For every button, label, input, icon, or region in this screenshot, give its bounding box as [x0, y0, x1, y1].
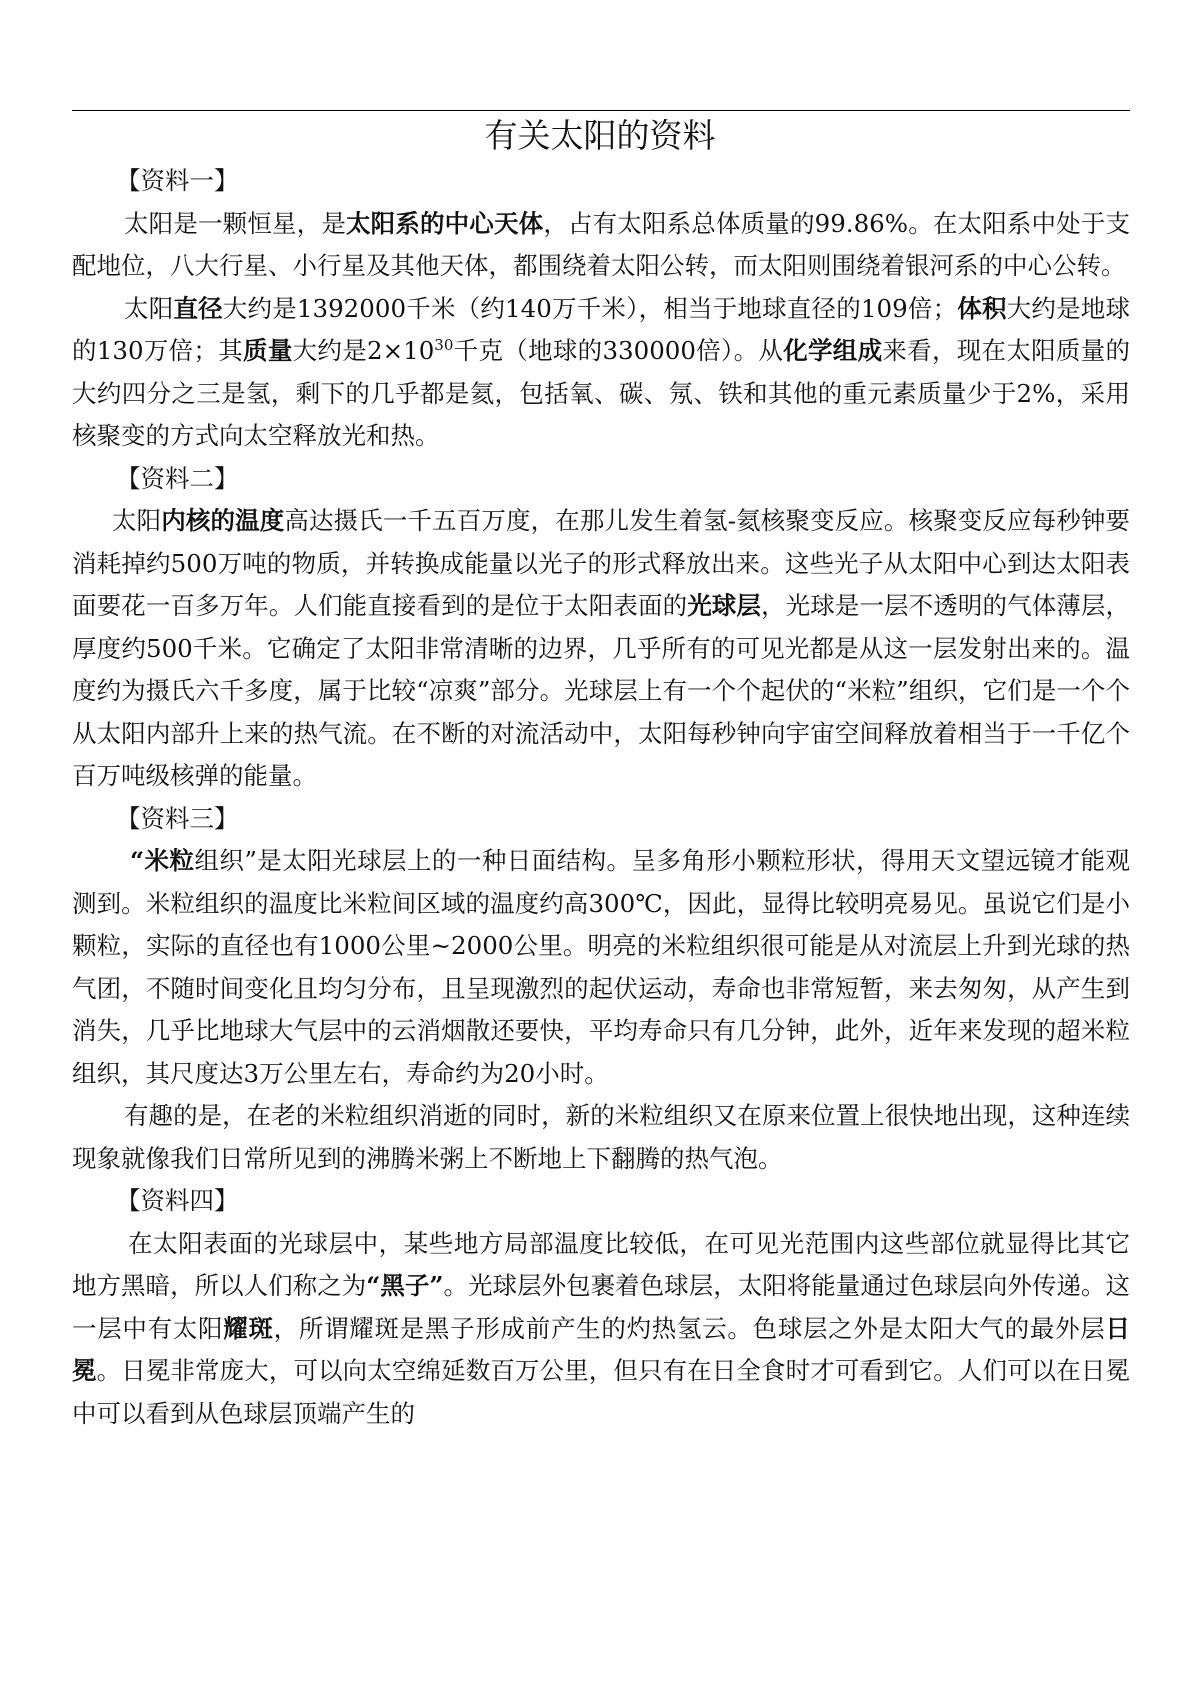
section-3-paragraph-1: “米粒组织”是太阳光球层上的一种日面结构。呈多角形小颗粒形状，得用天文望远镜才能观测到。米粒组织的温度比米粒间区域的温度约高300℃，因此，显得比较明亮易见。虽说它们是小颗粒，实际的直径也有1000公里~2000公里。明亮的米粒组织很可能是从对流层上升到光球的热气团，不随时间变化且均匀分布，且呈现激烈的起伏运动，寿命也非常短暂，来去匆匆，从产生到消失，几乎比地球大气层中的云消烟散还要快，平均寿命只有几分钟，此外，近年来发现的超米粒组织，其尺度达3万公里左右，寿命约为20小时。 — [72, 846, 1130, 1088]
section-2-paragraph-1: 太阳内核的温度高达摄氏一千五百万度，在那儿发生着氢-氦核聚变反应。核聚变反应每秒钟要消耗掉约500万吨的物质，并转换成能量以光子的形式释放出来。这些光子从太阳中心到达太阳表面要花一百多万年。人们能直接看到的是位于太阳表面的光球层，光球是一层不透明的气体薄层，厚度约500千米。它确定了太阳非常清晰的边界，几乎所有的可见光都是从这一层发射出来的。温度约为摄氏六千多度，属于比较“凉爽”部分。光球层上有一个个起伏的“米粒”组织，它们是一个个从太阳内部升上来的热气流。在不断的对流活动中，太阳每秒钟向宇宙空间释放着相当于一千亿个百万吨级核弹的能量。 — [72, 506, 1131, 790]
bold-term: “黑子” — [366, 1271, 444, 1300]
exponent: 30 — [434, 335, 454, 354]
header-rule — [72, 110, 1130, 111]
bold-term: 内核的温度 — [161, 506, 285, 535]
bold-term: 日冕 — [72, 1313, 1131, 1385]
bold-term: 耀斑 — [223, 1313, 274, 1343]
section-heading-2: 【资料二】 — [116, 463, 239, 493]
section-heading-3: 【资料三】 — [116, 803, 239, 833]
section-3-paragraph-2: 有趣的是，在老的米粒组织消逝的同时，新的米粒组织又在原来位置上很快地出现，这种连续现象就像我们日常所见到的沸腾米粥上不断地上下翻腾的热气泡。 — [72, 1101, 1130, 1173]
bold-term: 化学组成 — [783, 336, 883, 365]
section-heading-4: 【资料四】 — [116, 1186, 239, 1215]
bold-term: 太阳系的中心天体 — [345, 208, 544, 238]
document-body — [72, 160, 1130, 1435]
bold-term: 光球层 — [687, 591, 762, 620]
bold-term: 直径 — [173, 293, 223, 323]
section-1-paragraph-1: 太阳是一颗恒星，是太阳系的中心天体，占有太阳系总体质量的99.86%。在太阳系中处于支配地位，八大行星、小行星及其他天体，都围绕着太阳公转，而太阳则围绕着银河系的中心公转。 — [72, 208, 1131, 280]
section-1-paragraph-2: 太阳直径大约是1392000千米（约140万千米），相当于地球直径的109倍；体积大约是地球的130万倍；其质量大约是$2\times 10^{30}$千克（地球的330000倍）。从化学组成来看，现在太阳质量的大约四分之三是氢，剩下的几乎都是氦，包括氧、碳、氖、铁和其他的重元素质量少于2%，采用核聚变的方式向太空释放光和热。 — [72, 293, 1131, 450]
bold-term: 质量 — [243, 336, 293, 365]
bold-term: “米粒 — [130, 846, 195, 875]
section-4-paragraph-1: 在太阳表面的光球层中，某些地方局部温度比较低，在可见光范围内这些部位就显得比其它地方黑暗，所以人们称之为“黑子”。光球层外包裹着色球层，太阳将能量通过色球层向外传递。这一层中有太阳耀斑，所谓耀斑是黑子形成前产生的灼热氢云。色球层之外是太阳大气的最外层日冕。日冕非常庞大，可以向太空绵延数百万公里，但只有在日全食时才可看到它。人们可以在日冕中可以看到从色球层顶端产生的 — [72, 1228, 1131, 1428]
document-title: 有关太阳的资料 — [484, 116, 716, 155]
section-heading-1: 【资料一】 — [116, 166, 239, 195]
bold-term: 体积 — [957, 293, 1007, 323]
